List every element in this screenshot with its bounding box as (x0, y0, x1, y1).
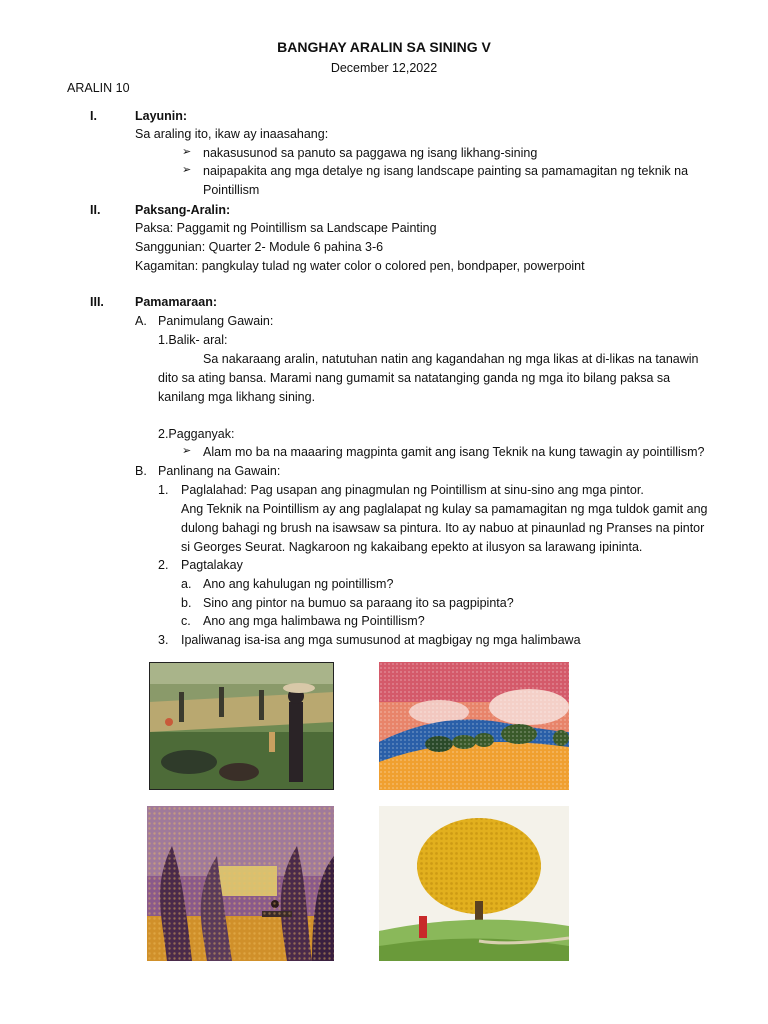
item-1-text-2: dulong bahagi ng brush na isawsaw sa pintura. Ito ay nabuo at pinaunlad ng Pranses na pintor (181, 521, 705, 535)
question-b-label: b. (181, 596, 192, 610)
bullet-arrow-icon: ➢ (182, 164, 192, 176)
item-3-text: Ipaliwanag isa-isa ang mga sumusunod at magbigay ng mga halimbawa (181, 633, 581, 647)
section-1-heading: Layunin: (135, 109, 188, 123)
balik-aral-text-3: kanilang mga likhang sining. (158, 390, 316, 404)
question-c: Ano ang mga halimbawa ng Pointillism? (203, 614, 425, 628)
section-3-number: III. (90, 295, 104, 309)
item-1-number: 1. (158, 483, 169, 497)
yellow-tree-painting (379, 806, 569, 961)
item-1-text-1: Ang Teknik na Pointillism ay ang paglalapat ng kulay sa pamamagitan ng mga tuldok gamit ang (181, 502, 708, 516)
document-title: BANGHAY ARALIN SA SINING V (277, 39, 491, 55)
balik-aral-text-1: Sa nakaraang aralin, natutuhan natin ang kagandahan ng mga likas at di-likas na tanawin (203, 352, 699, 366)
part-a-label: A. (135, 314, 147, 328)
part-a-title: Panimulang Gawain: (158, 314, 274, 328)
seurat-park-painting (149, 662, 334, 790)
kagamitan-line: Kagamitan: pangkulay tulad ng water color o colored pen, bondpaper, powerpoint (135, 259, 585, 273)
objective-2-cont: Pointillism (203, 183, 260, 197)
bullet-arrow-icon: ➢ (182, 445, 192, 457)
section-1-number: I. (90, 109, 97, 123)
item-3-number: 3. (158, 633, 169, 647)
pagganyak-question: Alam mo ba na maaaring magpinta gamit ang isang Teknik na kung tawagin ay pointillism? (203, 445, 705, 459)
item-2-pagtalakay: Pagtalakay (181, 558, 243, 572)
part-b-title: Panlinang na Gawain: (158, 464, 281, 478)
balik-aral-label: 1.Balik- aral: (158, 333, 228, 347)
dotted-hills-painting (379, 662, 569, 790)
question-a-label: a. (181, 577, 192, 591)
item-2-number: 2. (158, 558, 169, 572)
lesson-label: ARALIN 10 (67, 81, 130, 95)
item-1-paglalahad: Paglalahad: Pag usapan ang pinagmulan ng Pointillism at sinu-sino ang mga pintor. (181, 483, 644, 497)
pagganyak-label: 2.Pagganyak: (158, 427, 235, 441)
sanggunian-line: Sanggunian: Quarter 2- Module 6 pahina 3-6 (135, 240, 384, 254)
part-b-label: B. (135, 464, 147, 478)
bullet-arrow-icon: ➢ (182, 146, 192, 158)
question-b: Sino ang pintor na bumuo sa paraang ito sa pagpipinta? (203, 596, 514, 610)
section-2-heading: Paksang-Aralin: (135, 203, 231, 217)
objective-2: naipapakita ang mga detalye ng isang landscape painting sa pamamagitan ng teknik na (203, 164, 689, 178)
document-date: December 12,2022 (330, 61, 438, 75)
item-1-text-3: si Georges Seurat. Nagkaroon ng kakaibang epekto at ilusyon sa larawang ipininta. (181, 540, 643, 554)
objective-1: nakasusunod sa panuto sa paggawa ng isang likhang-sining (203, 146, 538, 160)
section-3-heading: Pamamaraan: (135, 295, 217, 309)
question-c-label: c. (181, 614, 191, 628)
question-a: Ano ang kahulugan ng pointillism? (203, 577, 394, 591)
balik-aral-text-2: dito sa ating bansa. Marami nang gumamit sa natatanging ganda ng mga ito bilang paksa sa (158, 371, 671, 385)
paksa-line: Paksa: Paggamit ng Pointillism sa Landscape Painting (135, 221, 437, 235)
dotted-trees-painting (147, 806, 334, 961)
section-1-intro: Sa araling ito, ikaw ay inaasahang: (135, 127, 329, 141)
section-2-number: II. (90, 203, 101, 217)
